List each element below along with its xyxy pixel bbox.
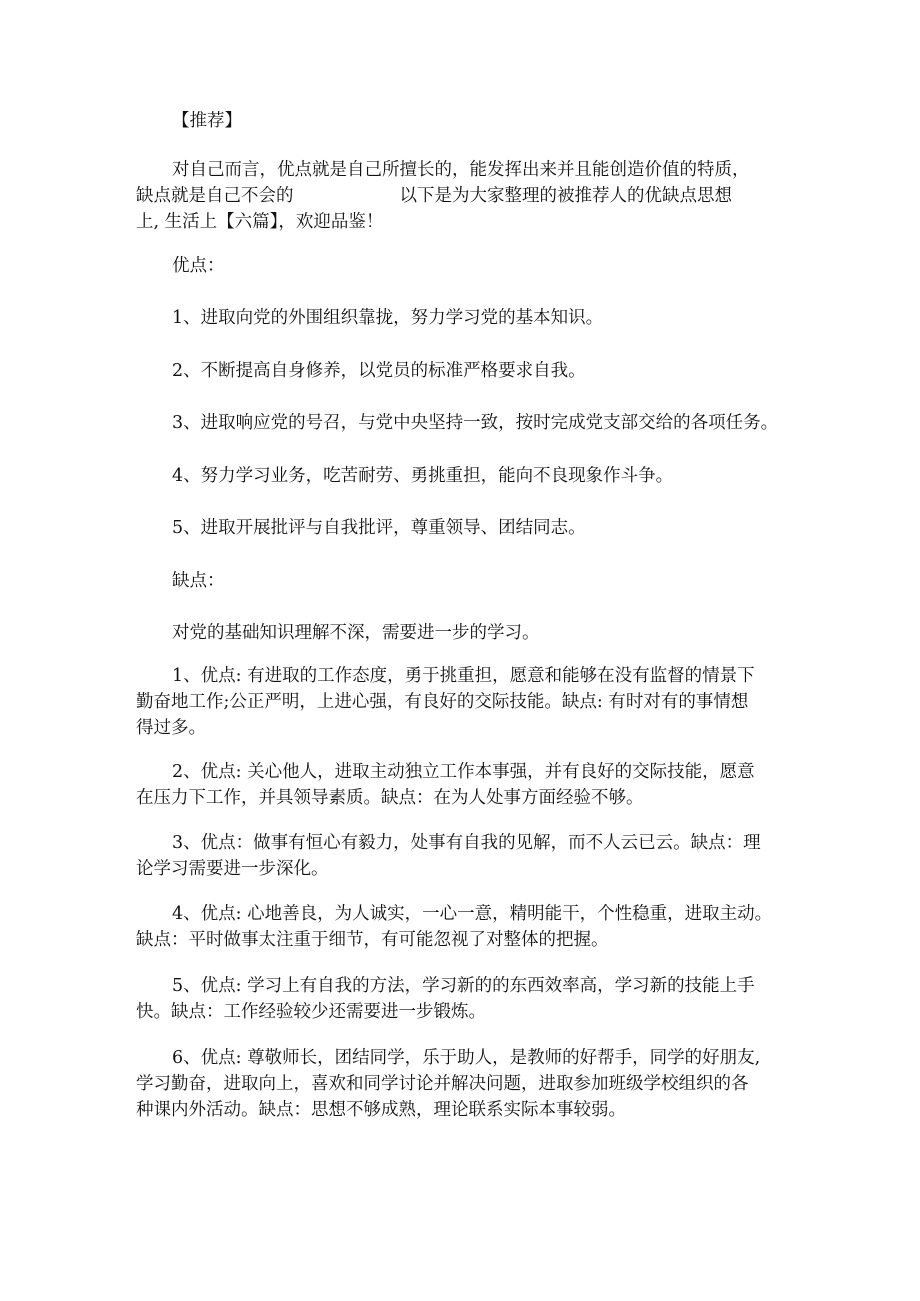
- evaluation-paragraph: [136, 973, 792, 1025]
- strengths-title: [136, 253, 828, 279]
- intro-line-3: 上, 生活上【六篇】，欢迎品鉴！: [136, 212, 384, 232]
- weakness-title-text: 缺点：: [172, 571, 225, 591]
- strength-item: [136, 358, 828, 384]
- strength-item: [136, 410, 828, 436]
- evaluation-line: 勤奋地工作;公正严明，上进心强，有良好的交际技能。缺点: 有时对有的事情想: [136, 692, 749, 712]
- evaluation-paragraph: [136, 1045, 792, 1123]
- evaluation-paragraph: [136, 759, 792, 811]
- evaluation-line: 学习勤奋，进取向上，喜欢和同学讨论并解决问题，进取参加班级学校组织的各: [136, 1074, 749, 1094]
- intro-paragraph: [136, 157, 792, 235]
- evaluation-line: 1、优点: 有进取的工作态度，勇于挑重担，愿意和能够在没有监督的情景下: [172, 666, 755, 686]
- evaluation-line: 4、优点: 心地善良，为人诚实，一心一意，精明能干，个性稳重，进取主动。: [172, 904, 773, 924]
- heading-text: 【推荐】: [172, 111, 242, 131]
- strength-item: [136, 515, 828, 541]
- strength-item-text: 1、进取向党的外围组织靠拢，努力学习党的基本知识。: [172, 308, 604, 328]
- evaluation-line: 在压力下工作，并具领导素质。缺点：在为人处事方面经验不够。: [136, 788, 644, 808]
- strength-item-text: 3、进取响应党的号召，与党中央坚持一致，按时完成党支部交给的各项任务。: [172, 413, 779, 433]
- intro-line-2-start: 缺点就是自己不会的: [136, 186, 294, 206]
- weakness-paragraph: [136, 620, 828, 646]
- strength-item-text: 5、进取开展批评与自我批评，尊重领导、团结同志。: [172, 518, 586, 538]
- strength-item: [136, 305, 828, 331]
- strength-item: [136, 463, 828, 489]
- evaluation-line: 种课内外活动。缺点：思想不够成熟，理论联系实际本事较弱。: [136, 1100, 626, 1120]
- evaluation-line: 6、优点: 尊敬师长，团结同学，乐于助人，是教师的好帮手，同学的好朋友,: [172, 1048, 761, 1068]
- evaluation-paragraph: [136, 901, 792, 953]
- strength-item-text: 2、不断提高自身修养，以党员的标准严格要求自我。: [172, 361, 586, 381]
- evaluation-line: 缺点：平时做事太注重于细节，有可能忽视了对整体的把握。: [136, 930, 609, 950]
- weakness-text: 对党的基础知识理解不深，需要进一步的学习。: [172, 623, 540, 643]
- strengths-title-text: 优点：: [172, 256, 225, 276]
- evaluation-line: 5、优点: 学习上有自我的方法，学习新的的东西效率高，学习新的技能上手: [172, 976, 755, 996]
- evaluation-line: 2、优点: 关心他人，进取主动独立工作本事强，并有良好的交际技能，愿意: [172, 762, 755, 782]
- heading: [136, 108, 828, 134]
- evaluation-line: 3、优点：做事有恒心有毅力，处事有自我的见解，而不人云已云。缺点：理: [172, 833, 761, 853]
- evaluation-line: 论学习需要进一步深化。: [136, 859, 329, 879]
- intro-line-2: [136, 183, 792, 209]
- intro-line-2-end: 以下是为大家整理的被推荐人的优缺点思想: [399, 186, 732, 206]
- evaluation-line: 得过多。: [136, 718, 206, 738]
- evaluation-paragraph: [136, 830, 792, 882]
- strength-item-text: 4、努力学习业务，吃苦耐劳、勇挑重担，能向不良现象作斗争。: [172, 466, 674, 486]
- intro-line-1: 对自己而言，优点就是自己所擅长的，能发挥出来并且能创造价值的特质，: [172, 160, 750, 180]
- weakness-title: [136, 568, 828, 594]
- evaluation-line: 快。缺点：工作经验较少还需要进一步锻炼。: [136, 1002, 486, 1022]
- evaluation-paragraph: [136, 663, 792, 741]
